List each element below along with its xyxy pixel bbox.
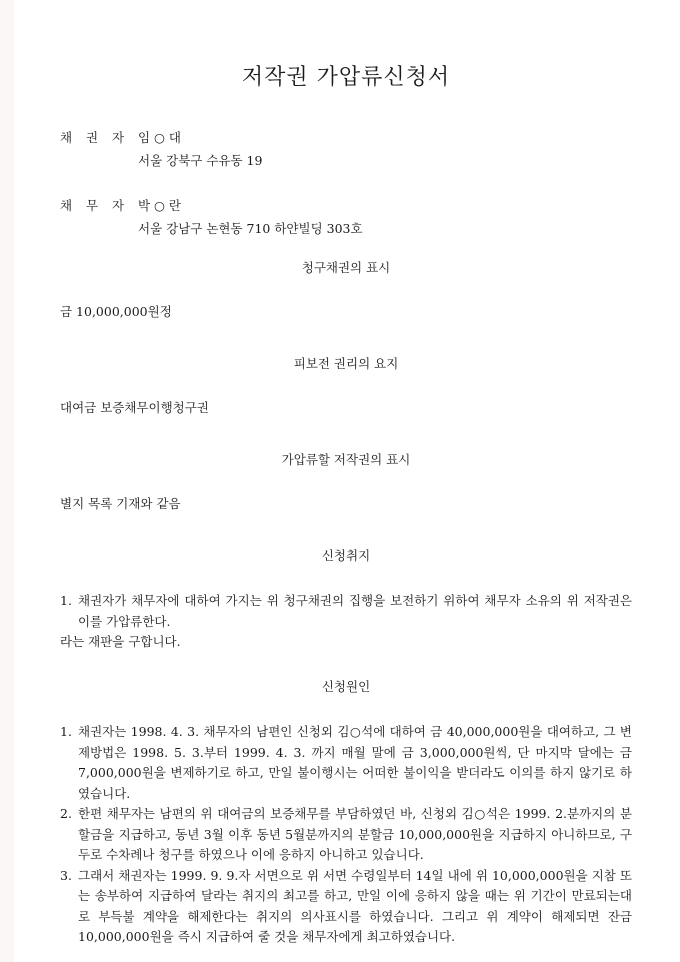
role-char: 자 — [112, 198, 125, 213]
reason-list — [60, 722, 632, 948]
list-item-number: 1. — [60, 593, 72, 608]
debtor-block — [60, 197, 632, 239]
list-item — [60, 804, 632, 866]
creditor-name: 임 ○ 대 — [138, 130, 182, 145]
rights-heading: 피보전 권리의 요지 — [293, 356, 399, 371]
list-item — [60, 722, 632, 804]
creditor-block — [60, 129, 632, 171]
creditor-role-label — [60, 129, 138, 147]
role-char: 무 — [86, 198, 99, 213]
list-item-text: 한편 채무자는 남편의 위 대여금의 보증채무를 부담하였던 바, 신청외 김○석은 1999. 2.분까지의 분할금을 지급하고, 동년 3월 이후 동년 5월분까지의 분할금 10,000,000원을 지급하지 아니하므로, 구두로 수차례나 청구를 하였으나 이에 응하지 아니하고 있습니다. — [78, 806, 632, 862]
list-item-text: 그래서 채권자는 1999. 9. 9.자 서면으로 위 서면 수령일부터 14일 내에 위 10,000,000원을 지참 또는 송부하여 지급하여 달라는 취지의 최고를 하고, 만일 이에 응하지 않을 때는 위 기간이 만료되는대로 부득불 계약을 해제한다는 취지의 의사표시를 하였습니다. 그리고 위 계약이 해제되면 잔금 10,000,000원을 즉시 지급하여 줄 것을 채무자에게 최고하였습니다. — [78, 867, 632, 944]
rights-text: 대여금 보증채무이행청구권 — [60, 400, 209, 415]
claim-heading: 청구채권의 표시 — [301, 260, 391, 275]
list-item-number: 2. — [60, 806, 72, 821]
creditor-address: 서울 강북구 수유동 19 — [138, 153, 263, 168]
purpose-closing: 라는 재판을 구합니다. — [60, 634, 181, 649]
list-item-text: 채권자는 1998. 4. 3. 채무자의 남편인 신청외 김○석에 대하여 금 40,000,000원을 대여하고, 그 변제방법은 1998. 5. 3.부터 1999. 4. 3. 까지 매월 말에 금 3,000,000원씩, 단 마지막 달에는 금 7,000,000원을 변제하기로 하고, 만일 불이행시는 어떠한 불이익을 받더라도 이의를 하지 않기로 하였습니다. — [78, 724, 632, 801]
debtor-role-label — [60, 197, 138, 215]
reason-heading: 신청원인 — [321, 679, 371, 694]
list-item — [60, 866, 632, 948]
copyright-text: 별지 목록 기재와 같음 — [60, 496, 181, 511]
role-char: 채 — [60, 130, 73, 145]
purpose-heading: 신청취지 — [321, 548, 371, 563]
document-title: 저작권 가압류신청서 — [241, 65, 451, 90]
list-item-number: 3. — [60, 867, 72, 883]
document-page — [14, 0, 680, 962]
role-char: 채 — [60, 198, 73, 213]
debtor-name: 박 ○ 란 — [138, 198, 182, 213]
purpose-list — [60, 591, 632, 632]
list-item-text: 채권자가 채무자에 대하여 가지는 위 청구채권의 집행을 보전하기 위하여 채무자 소유의 위 저작권은 이를 가압류한다. — [78, 593, 632, 629]
list-item — [60, 591, 632, 632]
role-char: 자 — [112, 130, 125, 145]
role-char: 권 — [86, 130, 99, 145]
debtor-address: 서울 강남구 논현동 710 하얀빌딩 303호 — [138, 221, 363, 236]
copyright-heading: 가압류할 저작권의 표시 — [281, 452, 411, 467]
list-item-number: 1. — [60, 724, 72, 739]
claim-text: 금 10,000,000원정 — [60, 304, 172, 319]
